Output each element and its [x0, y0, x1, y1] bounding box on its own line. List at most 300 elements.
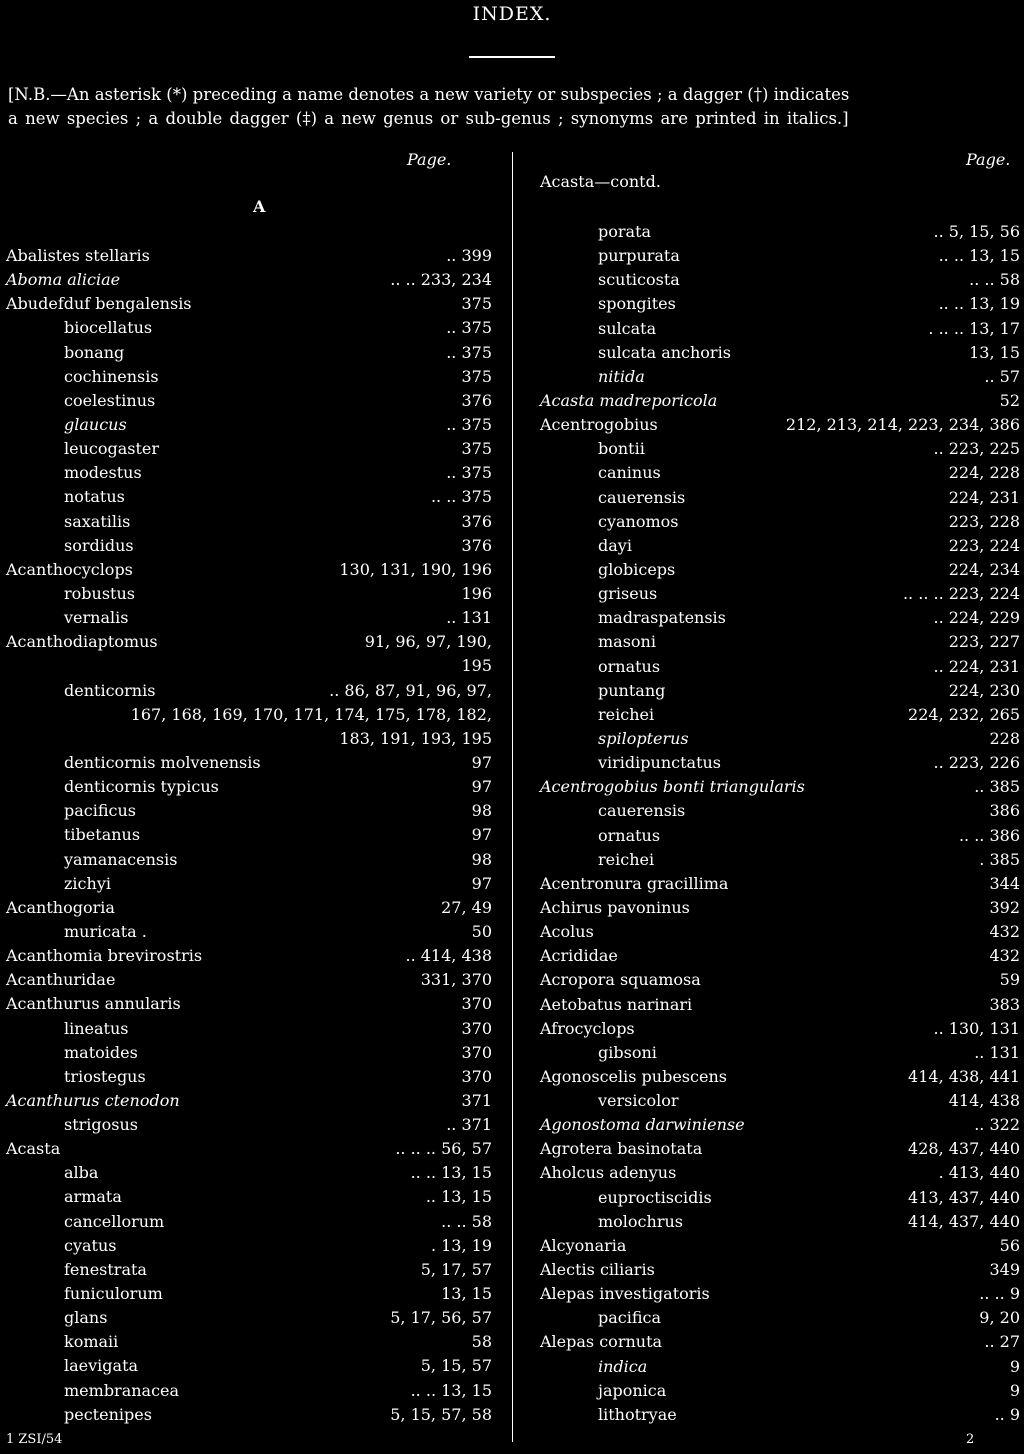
entry-pages: .. .. 9: [979, 1284, 1020, 1304]
entry-pages: 223, 228: [948, 511, 1020, 531]
entry-pages: .. 130, 131: [933, 1018, 1020, 1038]
index-entry: [6, 703, 492, 727]
index-entry: [540, 292, 1020, 316]
index-entry: [540, 1065, 1020, 1089]
entry-pages: 58: [471, 1332, 492, 1352]
index-entry: [6, 268, 492, 292]
entry-name: ornatus: [598, 656, 661, 676]
entry-name: pacificus: [64, 801, 137, 821]
entry-name: vernalis: [64, 608, 129, 628]
entry-pages: 428, 437, 440: [908, 1139, 1020, 1159]
entry-name: Alepas cornuta: [540, 1332, 663, 1352]
entry-name: Afrocyclops: [540, 1018, 635, 1038]
entry-pages: .. 385: [974, 777, 1020, 797]
entry-name: Alepas investigatoris: [540, 1284, 710, 1304]
entry-name: Acanthurus ctenodon: [6, 1090, 180, 1110]
entry-name: spilopterus: [598, 728, 689, 748]
index-entry: [540, 1330, 1020, 1354]
index-entry: [540, 630, 1020, 654]
entry-name: cauerensis: [598, 801, 686, 821]
index-entry: [540, 993, 1020, 1017]
entry-name: Acanthogoria: [6, 897, 115, 917]
index-entry: [540, 1041, 1020, 1065]
entry-name: komaii: [64, 1332, 119, 1352]
index-entry: [6, 1113, 492, 1137]
entry-pages: 414, 438: [948, 1091, 1020, 1111]
entry-name: pectenipes: [64, 1404, 152, 1424]
entry-name: reichei: [598, 849, 655, 869]
index-entry: [540, 751, 1020, 775]
index-entry: [540, 389, 1020, 413]
entry-pages: 228: [989, 728, 1020, 748]
entry-name: funiculorum: [64, 1284, 163, 1304]
index-entry: [540, 1210, 1020, 1234]
entry-pages: 223, 227: [948, 632, 1020, 652]
entry-pages: 371: [461, 1090, 492, 1110]
entry-name: bontii: [598, 439, 645, 459]
entry-pages: 167, 168, 169, 170, 171, 174, 175, 178, 182,: [130, 704, 492, 724]
page-heading-right: Page.: [966, 150, 1011, 169]
index-entry: [6, 292, 492, 316]
index-entry: [540, 582, 1020, 606]
note-line-1: [N.B.—An asterisk (*) preceding a name denotes a new variety or subspecies ; a dagger (†) indicates: [8, 85, 850, 104]
entry-name: Alectis ciliaris: [540, 1260, 655, 1280]
index-entry: [6, 485, 492, 509]
index-entry: [6, 968, 492, 992]
entry-pages: .. 5, 15, 56: [933, 222, 1020, 241]
entry-pages: .. .. 13, 15: [938, 246, 1020, 266]
index-entry: [540, 703, 1020, 727]
entry-pages: .. .. 13, 19: [938, 294, 1020, 314]
entry-name: masoni: [598, 632, 656, 652]
index-entry: [6, 1379, 492, 1403]
index-entry: [6, 1306, 492, 1330]
entry-pages: .. 57: [984, 366, 1020, 386]
index-entry: [6, 1210, 492, 1234]
entry-name: Acropora squamosa: [540, 970, 701, 990]
index-entry: [6, 1354, 492, 1378]
entry-name: indica: [598, 1356, 648, 1376]
index-entry: [6, 1017, 492, 1041]
entry-name: cyatus: [64, 1235, 117, 1255]
index-entry: [540, 558, 1020, 582]
note-line-2: a new species ; a double dagger (‡) a new genus or sub-genus ; synonyms are printed in italics.]: [8, 109, 849, 128]
entry-name: muricata .: [64, 921, 147, 941]
entry-pages: 414, 438, 441: [908, 1066, 1020, 1086]
entry-name: zichyi: [64, 873, 111, 893]
entry-pages: 224, 231: [948, 487, 1020, 507]
entry-pages: 97: [471, 777, 492, 797]
index-entry: [540, 1282, 1020, 1306]
footer-right: 2: [966, 1432, 975, 1447]
entry-name: purpurata: [598, 246, 680, 266]
index-entry: [6, 1185, 492, 1209]
entry-name: Acrididae: [540, 946, 618, 966]
entry-pages: 98: [471, 801, 492, 821]
index-entry: [540, 341, 1020, 365]
entry-pages: 195: [461, 656, 492, 676]
entry-name: armata: [64, 1187, 122, 1207]
entry-pages: . 13, 19: [430, 1235, 492, 1255]
entry-name: Acanthurus annularis: [6, 994, 181, 1014]
entry-pages: 9: [1009, 1380, 1020, 1400]
entry-pages: 56: [999, 1235, 1020, 1255]
index-entry: [6, 872, 492, 896]
index-entry: [540, 534, 1020, 558]
entry-name: spongites: [598, 294, 676, 314]
index-entry: [540, 775, 1020, 799]
entry-pages: 376: [461, 511, 492, 531]
entry-name: fenestrata: [64, 1259, 147, 1279]
entry-name: Abalistes stellaris: [6, 246, 150, 265]
entry-pages: 376: [461, 535, 492, 555]
right-index-column: [540, 220, 1020, 1427]
entry-name: pacifica: [598, 1308, 662, 1328]
entry-name: leucogaster: [64, 439, 160, 459]
entry-name: glans: [64, 1308, 108, 1328]
entry-pages: .. .. 58: [969, 270, 1020, 290]
entry-name: ornatus: [598, 825, 661, 845]
index-entry: [540, 968, 1020, 992]
entry-pages: .. 414, 438: [405, 946, 492, 966]
entry-name: Aetobatus narinari: [540, 994, 693, 1014]
index-entry: [6, 1234, 492, 1258]
index-entry: [6, 558, 492, 582]
entry-pages: 52: [999, 390, 1020, 410]
index-entry: [540, 486, 1020, 510]
index-entry: [540, 244, 1020, 268]
index-entry: [540, 365, 1020, 389]
entry-pages: 370: [461, 1066, 492, 1086]
page-title: INDEX.: [472, 3, 552, 25]
index-entry: [540, 1355, 1020, 1379]
entry-pages: 375: [461, 294, 492, 314]
entry-name: coelestinus: [64, 390, 156, 410]
entry-name: caninus: [598, 463, 661, 483]
index-entry: [6, 775, 492, 799]
index-entry: [6, 606, 492, 630]
index-entry: [540, 655, 1020, 679]
entry-pages: 432: [989, 946, 1020, 966]
index-entry: [540, 1379, 1020, 1403]
entry-name: Acanthocyclops: [6, 559, 133, 579]
entry-name: lineatus: [64, 1018, 129, 1038]
index-entry: [6, 534, 492, 558]
entry-name: alba: [64, 1163, 99, 1183]
entry-pages: . 385: [979, 849, 1020, 869]
entry-pages: 5, 17, 57: [420, 1259, 492, 1279]
index-entry: [6, 654, 492, 678]
entry-pages: 344: [989, 873, 1020, 893]
entry-pages: 13, 15: [441, 1284, 492, 1304]
entry-name: yamanacensis: [64, 849, 178, 869]
entry-name: globiceps: [598, 559, 676, 579]
entry-name: laevigata: [64, 1356, 139, 1376]
entry-name: glaucus: [64, 414, 127, 434]
index-entry: [540, 510, 1020, 534]
entry-name: Acasta: [6, 1139, 61, 1159]
entry-name: saxatilis: [64, 511, 131, 531]
entry-pages: 414, 437, 440: [908, 1211, 1020, 1231]
entry-pages: 212, 213, 214, 223, 234, 386: [785, 415, 1020, 435]
entry-pages: 5, 17, 56, 57: [390, 1308, 492, 1328]
entry-name: tibetanus: [64, 825, 141, 845]
entry-pages: 5, 15, 57, 58: [390, 1404, 492, 1424]
index-entry: [540, 437, 1020, 461]
entry-name: matoides: [64, 1042, 138, 1062]
index-entry: [6, 823, 492, 847]
entry-name: notatus: [64, 487, 125, 507]
entry-pages: 224, 234: [948, 559, 1020, 579]
index-entry: [6, 896, 492, 920]
index-entry: [6, 1137, 492, 1161]
entry-pages: .. 399: [446, 246, 492, 265]
title-rule: [469, 56, 555, 58]
index-entry: [6, 679, 492, 703]
index-entry: [6, 389, 492, 413]
entry-pages: .. 223, 226: [933, 753, 1020, 773]
entry-pages: .. 371: [446, 1115, 492, 1135]
entry-name: sordidus: [64, 535, 134, 555]
entry-pages: 432: [989, 922, 1020, 942]
index-entry: [540, 944, 1020, 968]
entry-name: Acentrogobius bonti triangularis: [540, 777, 805, 797]
entry-name: strigosus: [64, 1115, 139, 1135]
entry-pages: 91, 96, 97, 190,: [364, 632, 492, 652]
index-entry: [540, 896, 1020, 920]
entry-name: scuticosta: [598, 270, 680, 290]
index-entry: [6, 365, 492, 389]
entry-name: Acanthuridae: [6, 970, 116, 990]
index-entry: [540, 824, 1020, 848]
index-entry: [540, 1161, 1020, 1185]
entry-name: Agonoscelis pubescens: [540, 1066, 727, 1086]
entry-pages: 97: [471, 752, 492, 772]
entry-name: Aboma aliciae: [6, 270, 121, 290]
entry-pages: . .. .. 13, 17: [928, 318, 1020, 338]
entry-pages: 370: [461, 994, 492, 1014]
entry-name: Achirus pavoninus: [540, 897, 690, 917]
index-entry: [540, 1017, 1020, 1041]
index-entry: [540, 848, 1020, 872]
index-entry: [6, 1065, 492, 1089]
index-entry: [6, 751, 492, 775]
entry-pages: 370: [461, 1018, 492, 1038]
entry-name: Acanthomia brevirostris: [6, 946, 203, 966]
entry-pages: 97: [471, 873, 492, 893]
index-entry: [6, 630, 492, 654]
index-entry: [6, 727, 492, 751]
index-entry: [6, 510, 492, 534]
index-entry: [540, 1186, 1020, 1210]
entry-pages: .. 9: [994, 1404, 1020, 1424]
entry-name: molochrus: [598, 1211, 683, 1231]
index-entry: [540, 920, 1020, 944]
entry-pages: . 413, 440: [938, 1163, 1020, 1183]
entry-pages: 349: [989, 1260, 1020, 1280]
entry-pages: .. .. 375: [430, 487, 492, 507]
entry-name: bonang: [64, 342, 125, 362]
entry-pages: .. 375: [446, 414, 492, 434]
entry-name: Alcyonaria: [540, 1235, 627, 1255]
index-entry: [6, 992, 492, 1016]
entry-name: cochinensis: [64, 366, 159, 386]
entry-pages: 183, 191, 193, 195: [339, 728, 492, 748]
entry-name: Acolus: [540, 922, 594, 942]
index-entry: [540, 1306, 1020, 1330]
index-entry: [6, 437, 492, 461]
entry-pages: 98: [471, 849, 492, 869]
entry-name: denticornis: [64, 680, 156, 700]
entry-name: denticornis molvenensis: [64, 752, 261, 772]
entry-name: biocellatus: [64, 318, 153, 338]
index-entry: [6, 1330, 492, 1354]
entry-pages: .. 375: [446, 318, 492, 338]
entry-name: Acanthodiaptomus: [6, 632, 158, 652]
index-entry: [6, 944, 492, 968]
note-text: [8, 83, 1018, 131]
entry-pages: .. .. .. 223, 224: [902, 584, 1020, 604]
entry-pages: 376: [461, 390, 492, 410]
index-entry: [540, 1403, 1020, 1427]
entry-name: versicolor: [598, 1091, 679, 1111]
entry-pages: 375: [461, 366, 492, 386]
entry-name: cauerensis: [598, 487, 686, 507]
entry-pages: .. 27: [984, 1332, 1020, 1352]
entry-name: dayi: [598, 535, 632, 555]
index-entry: [540, 461, 1020, 485]
entry-pages: .. 131: [974, 1042, 1020, 1062]
entry-pages: .. 375: [446, 342, 492, 362]
entry-name: madraspatensis: [598, 608, 726, 628]
entry-name: sulcata: [598, 318, 657, 338]
entry-name: griseus: [598, 584, 658, 604]
entry-pages: .. 224, 229: [933, 608, 1020, 628]
entry-name: robustus: [64, 583, 135, 603]
entry-name: viridipunctatus: [598, 753, 722, 773]
entry-name: denticornis typicus: [64, 777, 219, 797]
entry-name: Acentrogobius: [540, 415, 658, 435]
entry-name: reichei: [598, 704, 655, 724]
entry-pages: 224, 228: [948, 463, 1020, 483]
entry-pages: 413, 437, 440: [908, 1187, 1020, 1207]
index-entry: [6, 848, 492, 872]
entry-pages: .. .. 386: [958, 825, 1020, 845]
index-entry: [6, 1282, 492, 1306]
entry-name: puntang: [598, 680, 666, 700]
entry-name: cancellorum: [64, 1211, 165, 1231]
column-divider: [512, 152, 513, 1442]
entry-pages: 331, 370: [420, 970, 492, 990]
index-entry: [540, 220, 1020, 244]
entry-pages: .. 223, 225: [933, 439, 1020, 459]
index-entry: [6, 413, 492, 437]
index-entry: [6, 461, 492, 485]
entry-name: Acasta madreporicola: [540, 390, 718, 410]
entry-pages: .. .. 233, 234: [390, 270, 492, 290]
section-letter: A: [253, 197, 266, 216]
contd-label: Acasta—contd.: [540, 172, 661, 191]
entry-pages: .. 13, 15: [425, 1187, 492, 1207]
index-entry: [6, 316, 492, 340]
entry-pages: .. 131: [446, 608, 492, 628]
index-entry: [540, 317, 1020, 341]
entry-pages: .. .. .. 56, 57: [395, 1139, 492, 1159]
entry-pages: 383: [989, 994, 1020, 1014]
entry-name: euproctiscidis: [598, 1187, 712, 1207]
entry-pages: .. 375: [446, 463, 492, 483]
entry-name: gibsoni: [598, 1042, 657, 1062]
entry-pages: 130, 131, 190, 196: [339, 559, 492, 579]
index-entry: [540, 727, 1020, 751]
entry-name: nitida: [598, 366, 645, 386]
entry-pages: .. .. 58: [441, 1211, 492, 1231]
entry-name: Aholcus adenyus: [540, 1163, 677, 1183]
entry-name: Acentronura gracillima: [540, 873, 729, 893]
entry-pages: 392: [989, 897, 1020, 917]
index-entry: [540, 413, 1020, 437]
entry-pages: .. 322: [974, 1115, 1020, 1135]
index-entry: [6, 920, 492, 944]
entry-name: Agrotera basinotata: [540, 1139, 703, 1159]
entry-name: triostegus: [64, 1066, 146, 1086]
entry-name: sulcata anchoris: [598, 342, 731, 362]
index-entry: [540, 872, 1020, 896]
index-entry: [540, 799, 1020, 823]
entry-pages: 223, 224: [948, 535, 1020, 555]
left-index-column: [6, 244, 492, 1427]
entry-pages: 13, 15: [969, 342, 1020, 362]
index-entry: [6, 1161, 492, 1185]
entry-name: lithotryae: [598, 1404, 677, 1424]
entry-pages: 224, 232, 265: [908, 704, 1020, 724]
index-entry: [6, 341, 492, 365]
index-entry: [540, 1089, 1020, 1113]
entry-name: cyanomos: [598, 511, 679, 531]
entry-pages: .. 224, 231: [933, 656, 1020, 676]
entry-pages: 27, 49: [441, 897, 492, 917]
entry-name: membranacea: [64, 1380, 180, 1400]
entry-pages: 370: [461, 1042, 492, 1062]
index-entry: [540, 1137, 1020, 1161]
entry-name: porata: [598, 222, 652, 241]
entry-pages: .. .. 13, 15: [410, 1163, 492, 1183]
entry-pages: 9: [1009, 1356, 1020, 1376]
entry-name: modestus: [64, 463, 142, 483]
index-entry: [6, 799, 492, 823]
index-entry: [6, 1089, 492, 1113]
entry-pages: 50: [471, 921, 492, 941]
index-entry: [6, 582, 492, 606]
entry-pages: 196: [461, 583, 492, 603]
index-entry: [540, 1113, 1020, 1137]
entry-pages: 375: [461, 439, 492, 459]
index-entry: [540, 679, 1020, 703]
entry-name: japonica: [598, 1380, 667, 1400]
entry-pages: 386: [989, 801, 1020, 821]
index-entry: [6, 1041, 492, 1065]
page-heading-left: Page.: [407, 150, 452, 169]
index-entry: [540, 1234, 1020, 1258]
entry-name: Abudefduf bengalensis: [6, 294, 192, 314]
index-entry: [540, 268, 1020, 292]
entry-pages: 59: [999, 970, 1020, 990]
index-entry: [540, 1258, 1020, 1282]
entry-pages: 97: [471, 825, 492, 845]
index-entry: [6, 1258, 492, 1282]
index-entry: [540, 606, 1020, 630]
entry-name: Agonostoma darwiniense: [540, 1115, 745, 1135]
